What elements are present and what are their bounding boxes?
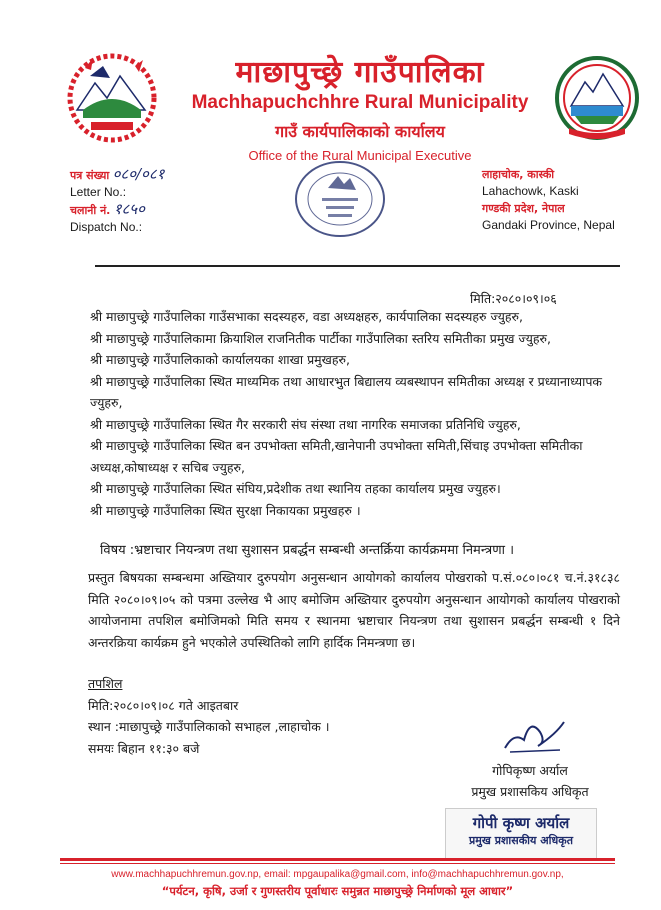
dispatch-no-label-english: Dispatch No.: xyxy=(70,220,143,234)
recipient-line: श्री माछापुच्छ्रे गाउँपालिका गाउँसभाका सदस्यहरु, वडा अध्यक्षहरु, कार्यपालिका सदस्यहरु ज्युहरु, xyxy=(90,309,523,324)
letter-meta-left xyxy=(70,166,240,236)
letter-no-value: ०८०/०८१ xyxy=(112,165,165,183)
province-english: Gandaki Province, Nepal xyxy=(482,218,615,232)
event-time: समयः बिहान ११:३० बजे xyxy=(88,740,200,756)
stamp-name: गोपी कृष्ण अर्याल xyxy=(472,814,570,832)
municipality-logo-icon xyxy=(553,54,641,144)
event-date: मिति:२०८०।०९।०८ गते आइतबार xyxy=(88,697,239,713)
recipient-line: श्री माछापुच्छ्रे गाउँपालिका स्थित माध्यमिक तथा आधारभुत बिद्यालय व्यबस्थापन समितीका अध्यक्ष र प्रध्यानाध्यापक ज्युहरु, xyxy=(90,373,603,410)
recipient-line: श्री माछापुच्छ्रे गाउँपालिका स्थित संघिय,प्रदेशीक तथा स्थानिय तहका कार्यालय प्रमुख ज्युहरु। xyxy=(90,481,501,496)
details-heading: तपशिल xyxy=(88,676,123,691)
letter-date: मिति:२०८०।०९।०६ xyxy=(470,291,557,306)
recipient-line: श्री माछापुच्छ्रे गाउँपालिकाको कार्यालयका शाखा प्रमुखहरु, xyxy=(90,352,350,367)
office-round-stamp-icon xyxy=(292,158,388,240)
signatory-block xyxy=(440,760,620,802)
place-nepali: लाहाचोक, कास्की xyxy=(482,168,555,181)
event-place: स्थान :माछापुच्छ्रे गाउँपालिकाको सभाहल ,लाहाचोक । xyxy=(88,719,330,734)
recipient-line: श्री माछापुच्छ्रे गाउँपालिकामा क्रियाशिल राजनितीक पार्टीका गाउँपालिका स्तरिय समितीका प्रमुख ज्युहरु, xyxy=(90,330,551,346)
recipients-list xyxy=(90,306,620,521)
signature-icon xyxy=(500,712,570,758)
municipality-title-nepali: माछापुच्छ्रे गाउँपालिका xyxy=(235,55,485,90)
dispatch-no-label-nepali: चलानी नं. xyxy=(70,204,111,217)
recipient-line: श्री माछापुच्छ्रे गाउँपालिका स्थित बन उपभोक्ता समिती,खानेपानी उपभोक्ता समिती,सिंचाइ उपभोक्ता समितीका अध्यक्ष,कोषाध्यक्ष र सचिब ज्युहरु, xyxy=(90,438,583,475)
letter-subject: विषय :भ्रष्टाचार नियन्त्रण तथा सुशासन प्रबर्द्धन सम्बन्धी अन्तर्क्रिया कार्यक्रममा निमन्त्रणा । xyxy=(100,543,515,558)
province-nepali: गण्डकी प्रदेश, नेपाल xyxy=(482,202,565,215)
letter-no-label-english: Letter No.: xyxy=(70,185,127,199)
recipient-line: श्री माछापुच्छ्रे गाउँपालिका स्थित गैर सरकारी संघ संस्था तथा नागरिक समाजका प्रतिनिधि ज्युहरु, xyxy=(90,416,521,432)
footer-motto: “पर्यटन, कृषि, उर्जा र गुणस्तरीय पूर्वाधारः समुन्नत माछापुच्छ्रे निर्माणको मूल आधार” xyxy=(161,884,514,898)
name-stamp xyxy=(445,808,597,860)
dispatch-no-value: १८५० xyxy=(113,200,145,218)
nepal-emblem-icon xyxy=(65,48,160,148)
place-english: Lahachowk, Kaski xyxy=(482,184,579,198)
municipality-title-english: Machhapuchchhre Rural Municipality xyxy=(191,92,529,113)
recipient-line: श्री माछापुच्छ्रे गाउँपालिका स्थित सुरक्षा निकायका प्रमुखहरु । xyxy=(90,502,361,518)
signatory-title: प्रमुख प्रशासकिय अधिकृत xyxy=(471,784,589,799)
footer-divider xyxy=(60,858,615,861)
office-title-nepali: गाउँ कार्यपालिकाको कार्यालय xyxy=(275,122,445,141)
letter-no-label-nepali: पत्र संख्या xyxy=(70,169,110,182)
letter-body-paragraph: प्रस्तुत बिषयका सम्बन्धमा अख्तियार दुरुपयोग अनुसन्धान आयोगको कार्यालय पोखराको प.सं.०८०।०८१ च.नं.३१८३८ मिति २०८०।०९।०५ को पत्रमा उल्लेख भै आए बमोजिम अख्तियार दुरुपयोग अनुसन्धान आयोगको कार्यालय पोखराको आयोजनामा तपशिल बमोजिमको मिति समय र स्थानमा भ्रष्टाचार नियन्त्रण तथा सुशासन प्रबर्द्धन सम्बन्धी १ दिने अन्तरक्रिया कार्यक्रम हुने भएकोले उपस्थितिको लागि हार्दिक निमन्त्रणा छ। xyxy=(88,570,620,650)
footer-contacts: www.machhapuchhremun.gov.np, email: mpgaupalika@gmail.com, info@machhapuchhremun.gov.np, xyxy=(111,869,564,880)
letter-meta-right xyxy=(482,166,632,234)
signatory-name: गोपिकृष्ण अर्याल xyxy=(492,763,568,778)
header-divider xyxy=(95,265,620,267)
footer-divider-thin xyxy=(60,863,615,864)
office-title-english: Office of the Rural Municipal Executive xyxy=(248,148,472,163)
event-details xyxy=(88,673,508,759)
stamp-title: प्रमुख प्रशासकीय अधिकृत xyxy=(469,834,573,847)
